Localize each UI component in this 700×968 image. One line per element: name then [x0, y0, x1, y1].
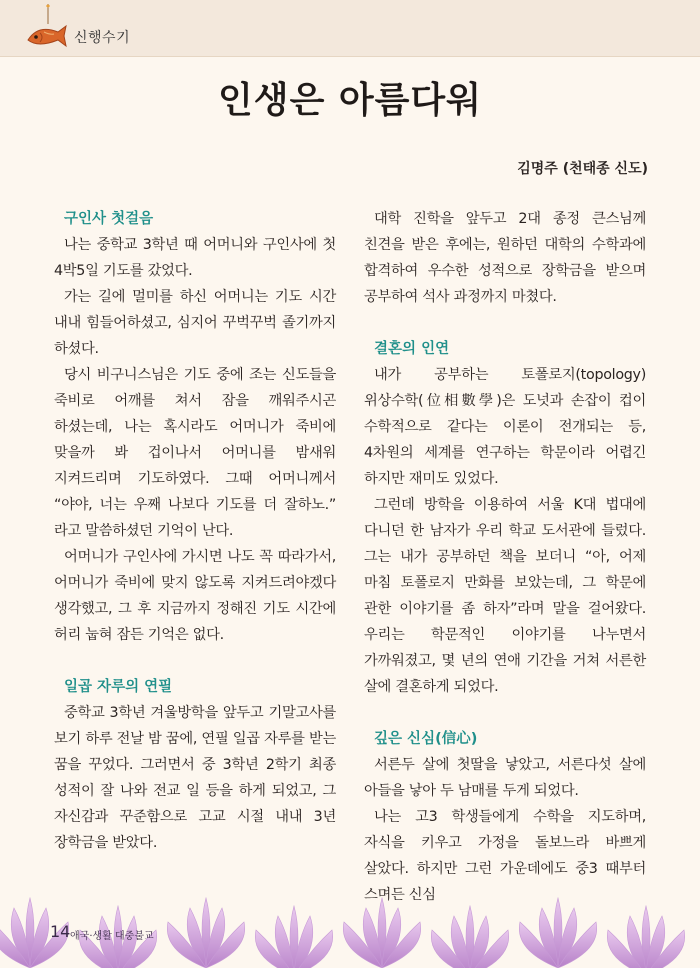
paragraph: 나는 중학교 3학년 때 어머니와 구인사에 첫 4박5일 기도를 갔었다.	[54, 237, 336, 279]
subheading: 깊은 신심(信心)	[374, 731, 478, 747]
paragraph: 가는 길에 멀미를 하신 어머니는 기도 시간 내내 힘들어하셨고, 심지어 꾸벅꾸벅 졸기까지 하셨다.	[54, 289, 336, 357]
paragraph: 그런데 방학을 이용하여 서울 K대 법대에 다니던 한 남자가 우리 학교 도서관에 들렀다. 그는 내가 공부하던 책을 보더니 “아, 어제 마침 토폴로지 만화를 보았는데, 그 학문에 관한 이야기를 좀 하자”라며 말을 걸어왔다. 우리는 학문적인 이야기를 나누면서 가까워졌고, 몇 년의 연애 기간을 거쳐 서른한 살에 결혼하게 되었다.	[364, 497, 646, 695]
fish-icon	[22, 2, 72, 52]
page-title: 인생은 아름다워	[218, 80, 482, 121]
spacer	[364, 310, 646, 336]
lotus-border	[0, 873, 700, 968]
paragraph: 나는 고3 학생들에게 수학을 지도하며, 자식을 키우고 가정을 돌보느라 바쁘게 살았다. 하지만 그런 가운데에도 중3 때부터 스며든 신심	[364, 809, 646, 903]
paragraph: 중학교 3학년 겨울방학을 앞두고 기말고사를 보기 하루 전날 밤 꿈에, 연필 일곱 자루를 받는 꿈을 꾸었다. 그러면서 중 3학년 2학기 최종 성적이 잘 나와 전교 일 등을 하게 되었고, 그 자신감과 꾸준함으로 고교 시절 내내 3년 장학금을 받았다.	[54, 705, 336, 851]
paragraph: 대학 진학을 앞두고 2대 종정 큰스님께 친견을 받은 후에는, 원하던 대학의 수학과에 합격하여 우수한 성적으로 장학금을 받으며 공부하여 석사 과정까지 마쳤다.	[364, 211, 646, 305]
paragraph: 서른두 살에 첫딸을 낳았고, 서른다섯 살에 아들을 낳아 두 남매를 두게 되었다.	[364, 757, 646, 799]
header-divider	[0, 56, 700, 57]
author-byline: 김명주 (천태종 신도)	[517, 161, 648, 177]
paragraph: 내가 공부하는 토폴로지(topology) 위상수학(位相數學)은 도넛과 손잡이 컵이 수학적으로 같다는 이론이 전개되는 등, 4차원의 세계를 연구하는 학문이라 어렵긴 하지만 재미도 있었다.	[364, 367, 646, 487]
subheading: 결혼의 인연	[374, 341, 450, 357]
spacer	[54, 648, 336, 674]
spacer	[364, 700, 646, 726]
paragraph: 당시 비구니스님은 기도 중에 조는 신도들을 죽비로 어깨를 쳐서 잠을 깨워주시곤 하셨는데, 나는 혹시라도 어머니가 죽비에 맞을까 봐 겁이나서 어머니를 밤새워 지켜드리며 기도하였다. 그때 어머니께서 “야야, 너는 우째 나보다 기도를 더 잘하노.” 라고 말씀하셨던 기억이 난다.	[54, 367, 336, 539]
page-number: 14	[50, 922, 71, 941]
section-label: 신행수기	[74, 30, 131, 46]
right-column	[364, 206, 646, 908]
subheading: 구인사 첫걸음	[64, 211, 154, 227]
left-column	[54, 206, 336, 856]
paragraph: 어머니가 구인사에 가시면 나도 꼭 따라가서, 어머니가 죽비에 맞지 않도록 지켜드려야겠다 생각했고, 그 후 지금까지 정해진 기도 시간에 허리 눕혀 잠든 기억은 없다.	[54, 549, 336, 643]
publication-name: 애국·생활 대중불교	[70, 931, 154, 942]
subheading: 일곱 자루의 연필	[64, 679, 173, 695]
